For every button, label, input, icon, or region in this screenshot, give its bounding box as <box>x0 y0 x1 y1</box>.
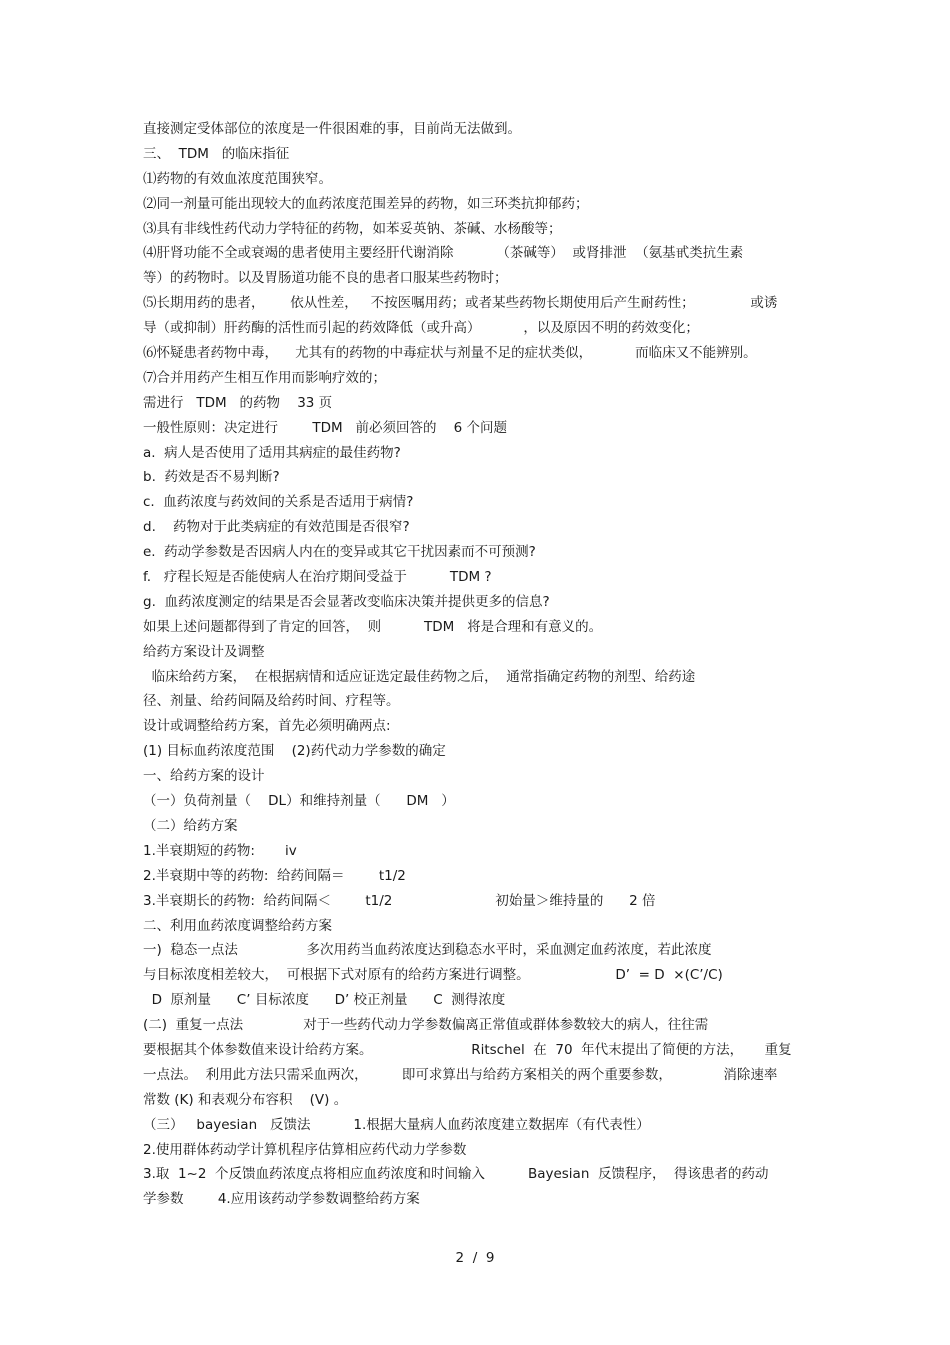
text-line: 一般性原则：决定进行 TDM 前必须回答的 6 个问题 <box>143 419 508 436</box>
text-line: 2.使用群体药动学计算机程序估算相应药代动力学参数 <box>143 1141 467 1158</box>
text-line: b. 药效是否不易判断? <box>143 469 280 486</box>
text-line: 导（或抑制）肝药酶的活性而引起的药效降低（或升高） ，以及原因不明的药效变化； <box>143 320 699 337</box>
text-line: 二、利用血药浓度调整给药方案 <box>143 917 332 934</box>
text-line: 要根据其个体参数值来设计给药方案。 Ritschel 在 70 年代末提出了简便的方法， 重复 <box>143 1041 792 1058</box>
text-line: 学参数 4.应用该药动学参数调整给药方案 <box>143 1191 420 1208</box>
page-number: 2 / 9 <box>455 1250 495 1266</box>
text-line: 常数 (K) 和表观分布容积 (V) 。 <box>143 1091 348 1108</box>
text-line: (1) 目标血药浓度范围 (2)药代动力学参数的确定 <box>143 743 446 760</box>
text-line: ⑹怀疑患者药物中毒， 尤其有的药物的中毒症状与剂量不足的症状类似， 而临床又不能辨别。 <box>143 345 757 362</box>
text-line: D 原剂量 C’ 目标浓度 D’ 校正剂量 C 测得浓度 <box>143 992 506 1009</box>
text-line: 如果上述问题都得到了肯定的回答， 则 TDM 将是合理和有意义的。 <box>143 618 603 635</box>
text-line: ⑴药物的有效血浓度范围狭窄。 <box>143 170 332 187</box>
text-line: 设计或调整给药方案，首先必须明确两点: <box>143 718 391 735</box>
text-line: 临床给药方案， 在根据病情和适应证选定最佳药物之后， 通常指确定药物的剂型、给药途 <box>143 668 696 685</box>
text-line: 3.取 1~2 个反馈血药浓度点将相应血药浓度和时间输入 Bayesian 反馈程序， 得该患者的药动 <box>143 1166 769 1183</box>
text-line: （二）给药方案 <box>143 817 238 834</box>
text-line: e. 药动学参数是否因病人内在的变异或其它干扰因素而不可预测? <box>143 544 536 561</box>
text-line: 径、剂量、给药间隔及给药时间、疗程等。 <box>143 693 400 710</box>
text-line: ⑷肝肾功能不全或衰竭的患者使用主要经肝代谢消除 （茶碱等） 或肾排泄 （氨基甙类抗生素 <box>143 245 744 262</box>
text-line: g. 血药浓度测定的结果是否会显著改变临床决策并提供更多的信息? <box>143 593 550 610</box>
text-line: 1.半衰期短的药物: iv <box>143 842 297 859</box>
text-line: 2.半衰期中等的药物: 给药间隔＝ t1/2 <box>143 867 406 884</box>
text-line: 直接测定受体部位的浓度是一件很困难的事，目前尚无法做到。 <box>143 121 521 137</box>
text-line: f. 疗程长短是否能使病人在治疗期间受益于 TDM ? <box>143 569 492 586</box>
text-line: 三、 TDM 的临床指征 <box>143 145 290 162</box>
text-line: ⑺合并用药产生相互作用而影响疗效的； <box>143 369 386 386</box>
text-line: ⑶具有非线性药代动力学特征的药物，如苯妥英钠、茶碱、水杨酸等； <box>143 220 562 237</box>
document-body <box>143 117 813 1212</box>
text-line: （三） bayesian 反馈法 1.根据大量病人血药浓度建立数据库（有代表性） <box>143 1116 650 1133</box>
text-line: ⑵同一剂量可能出现较大的血药浓度范围差异的药物，如三环类抗抑郁药； <box>143 195 589 212</box>
text-line: 与目标浓度相差较大， 可根据下式对原有的给药方案进行调整。 D’ = D ×(C’/C) <box>143 967 723 984</box>
text-line: 给药方案设计及调整 <box>143 643 265 660</box>
text-line: 一) 稳态一点法 多次用药当血药浓度达到稳态水平时，采血测定血药浓度，若此浓度 <box>143 942 712 959</box>
text-line: 需进行 TDM 的药物 33 页 <box>143 394 333 411</box>
text-line: ⑸长期用药的患者， 依从性差， 不按医嘱用药；或者某些药物长期使用后产生耐药性； 或诱 <box>143 295 778 312</box>
text-line: a. 病人是否使用了适用其病症的最佳药物? <box>143 444 401 461</box>
text-line: (二) 重复一点法 对于一些药代动力学参数偏离正常值或群体参数较大的病人，往往需 <box>143 1017 709 1034</box>
text-line: 3.半衰期长的药物: 给药间隔＜ t1/2 初始量＞维持量的 2 倍 <box>143 892 656 909</box>
text-line: 一、给药方案的设计 <box>143 768 265 785</box>
text-line: （一）负荷剂量（ DL）和维持剂量（ DM ） <box>143 793 455 810</box>
text-line: c. 血药浓度与药效间的关系是否适用于病情? <box>143 494 414 511</box>
text-line: 等）的药物时。以及胃肠道功能不良的患者口服某些药物时； <box>143 270 508 287</box>
text-line: d. 药物对于此类病症的有效范围是否很窄? <box>143 519 410 536</box>
text-line: 一点法。 利用此方法只需采血两次， 即可求算出与给药方案相关的两个重要参数， 消除速率 <box>143 1066 778 1083</box>
